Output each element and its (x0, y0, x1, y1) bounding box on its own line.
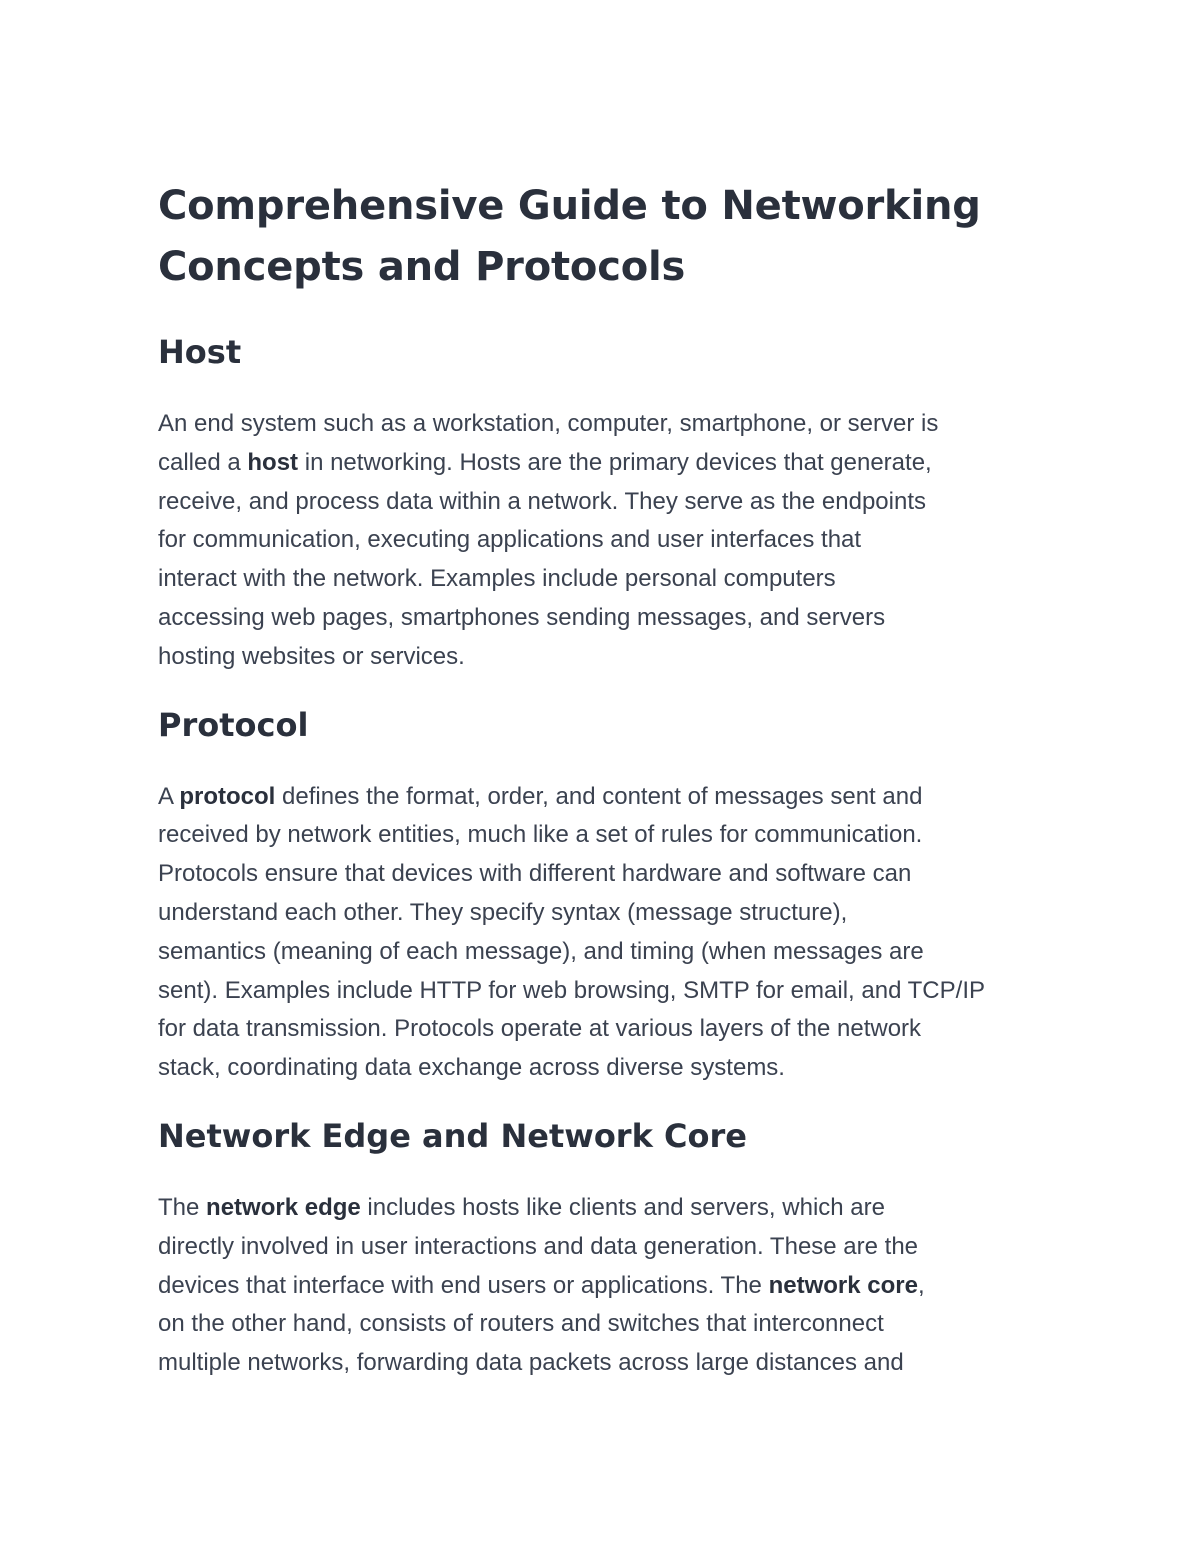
term-host: host (247, 448, 299, 476)
paragraph-line: for communication, executing applications and user interfaces that (158, 526, 862, 554)
term-network-core: network core (768, 1271, 918, 1299)
paragraph-line: Protocols ensure that devices with different hardware and software can (158, 860, 912, 888)
section-paragraph-protocol (158, 778, 1058, 1088)
document-title-line-2: Concepts and Protocols (158, 244, 686, 290)
paragraph-line: called a host in networking. Hosts are the primary devices that generate, (158, 448, 932, 476)
paragraph-line: An end system such as a workstation, computer, smartphone, or server is (158, 410, 939, 437)
paragraph-line: A protocol defines the format, order, and content of messages sent and (158, 782, 923, 810)
paragraph-line: accessing web pages, smartphones sending messages, and servers (158, 603, 886, 631)
paragraph-line: for data transmission. Protocols operate at various layers of the network (158, 1015, 922, 1043)
section-paragraph-network-edge-core (158, 1189, 1058, 1383)
paragraph-line: hosting websites or services. (158, 642, 465, 670)
paragraph-line: The network edge includes hosts like clients and servers, which are (158, 1193, 885, 1221)
paragraph-line: received by network entities, much like a set of rules for communication. (158, 821, 923, 849)
paragraph-line: stack, coordinating data exchange across diverse systems. (158, 1054, 785, 1082)
document-title-line-1: Comprehensive Guide to Networking (158, 183, 981, 229)
document-title (158, 176, 1058, 298)
term-network-edge: network edge (206, 1193, 361, 1221)
section-paragraph-host (158, 405, 1058, 677)
section-heading-host: Host (158, 333, 242, 371)
paragraph-line: on the other hand, consists of routers and switches that interconnect (158, 1310, 884, 1338)
section-heading-network-edge-core: Network Edge and Network Core (158, 1116, 747, 1155)
paragraph-line: sent). Examples include HTTP for web browsing, SMTP for email, and TCP/IP (158, 976, 985, 1004)
paragraph-line: semantics (meaning of each message), and timing (when messages are (158, 937, 924, 965)
term-protocol: protocol (179, 782, 276, 810)
paragraph-line: directly involved in user interactions and data generation. These are the (158, 1232, 919, 1260)
paragraph-line: receive, and process data within a network. They serve as the endpoints (158, 487, 926, 515)
document-page (158, 176, 1058, 1383)
paragraph-line: devices that interface with end users or applications. The network core, (158, 1271, 925, 1299)
paragraph-line: multiple networks, forwarding data packets across large distances and (158, 1349, 904, 1377)
paragraph-line: understand each other. They specify syntax (message structure), (158, 898, 848, 926)
paragraph-line: interact with the network. Examples include personal computers (158, 565, 836, 593)
section-heading-protocol: Protocol (158, 705, 309, 744)
